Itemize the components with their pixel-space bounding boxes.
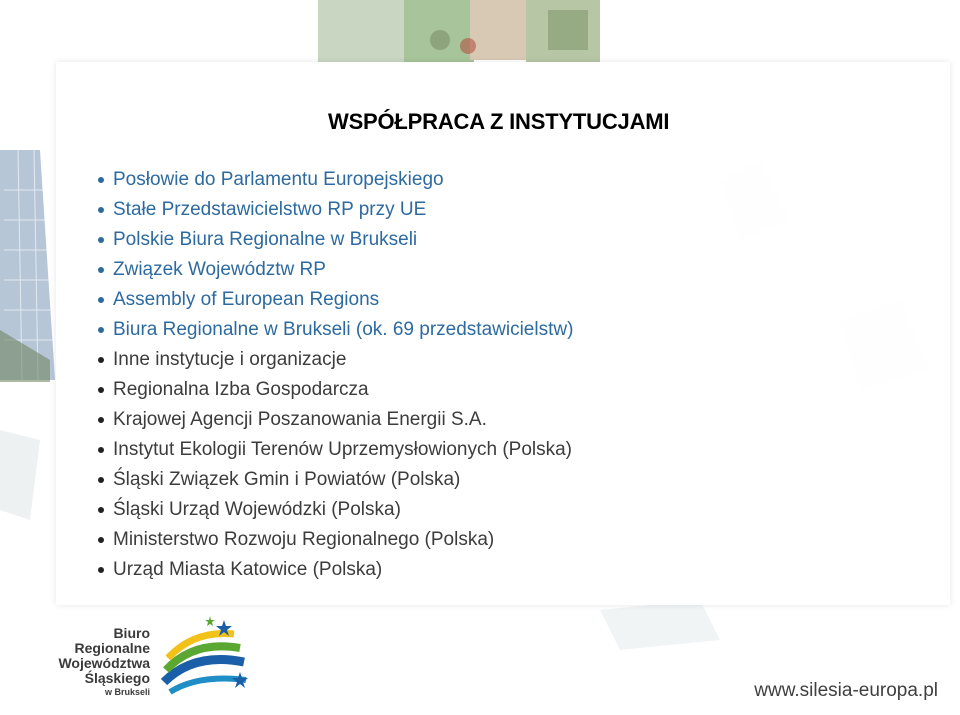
slide-title: WSPÓŁPRACA Z INSTYTUCJAMI bbox=[328, 108, 670, 134]
bullet-icon bbox=[98, 327, 104, 333]
institution-name: Śląski Związek Gmin i Powiatów (Polska) bbox=[113, 469, 461, 490]
bullet-icon bbox=[98, 357, 104, 363]
institution-list-item bbox=[96, 166, 573, 196]
logo-line-5: w Brukseli bbox=[104, 687, 150, 697]
logo-line-3: Województwa bbox=[58, 655, 150, 671]
bullet-icon bbox=[98, 477, 104, 483]
institution-list-item bbox=[96, 466, 573, 496]
institution-name: Urząd Miasta Katowice (Polska) bbox=[113, 559, 383, 580]
institution-list-item bbox=[96, 226, 573, 256]
institution-name: Krajowej Agencji Poszanowania Energii S.A. bbox=[113, 409, 487, 430]
institution-name: Polskie Biura Regionalne w Brukseli bbox=[113, 229, 418, 250]
logo-line-1: Biuro bbox=[113, 625, 150, 641]
bullet-icon bbox=[98, 567, 104, 573]
institution-list-item bbox=[96, 436, 573, 466]
bullet-icon bbox=[98, 507, 104, 513]
bullet-icon bbox=[98, 207, 104, 213]
bullet-icon bbox=[98, 237, 104, 243]
institution-name: Związek Województw RP bbox=[113, 259, 326, 280]
logo-stars-emblem bbox=[154, 612, 254, 704]
bullet-icon bbox=[98, 537, 104, 543]
institution-name: Instytut Ekologii Terenów Uprzemysłowionych (Polska) bbox=[113, 439, 572, 460]
institution-list-item bbox=[96, 496, 573, 526]
institution-name: Ministerstwo Rozwoju Regionalnego (Polska) bbox=[113, 529, 495, 550]
logo-text bbox=[54, 626, 150, 698]
institution-name: Regionalna Izba Gospodarcza bbox=[113, 379, 369, 400]
institution-list-item bbox=[96, 526, 573, 556]
institution-list-item bbox=[96, 556, 573, 586]
institution-name: Inne instytucje i organizacje bbox=[113, 349, 347, 370]
logo-line-4: Śląskiego bbox=[84, 670, 150, 686]
institution-list-item bbox=[96, 376, 573, 406]
institution-list bbox=[96, 166, 573, 586]
institution-list-item bbox=[96, 346, 573, 376]
institution-name: Stałe Przedstawicielstwo RP przy UE bbox=[113, 199, 427, 220]
institution-name: Śląski Urząd Wojewódzki (Polska) bbox=[113, 499, 401, 520]
institution-name: Biura Regionalne w Brukseli (ok. 69 przedstawicielstw) bbox=[113, 319, 574, 340]
institution-name: Posłowie do Parlamentu Europejskiego bbox=[113, 169, 444, 190]
brws-logo bbox=[54, 612, 254, 704]
bullet-icon bbox=[98, 387, 104, 393]
institution-list-item bbox=[96, 286, 573, 316]
institution-list-item bbox=[96, 196, 573, 226]
logo-line-2: Regionalne bbox=[74, 640, 150, 656]
institution-list-item bbox=[96, 406, 573, 436]
website-url: www.silesia-europa.pl bbox=[754, 680, 938, 701]
bullet-icon bbox=[98, 177, 104, 183]
bullet-icon bbox=[98, 297, 104, 303]
institution-list-item bbox=[96, 316, 573, 346]
institution-name: Assembly of European Regions bbox=[113, 289, 380, 310]
bullet-icon bbox=[98, 267, 104, 273]
institution-list-item bbox=[96, 256, 573, 286]
bullet-icon bbox=[98, 417, 104, 423]
bullet-icon bbox=[98, 447, 104, 453]
